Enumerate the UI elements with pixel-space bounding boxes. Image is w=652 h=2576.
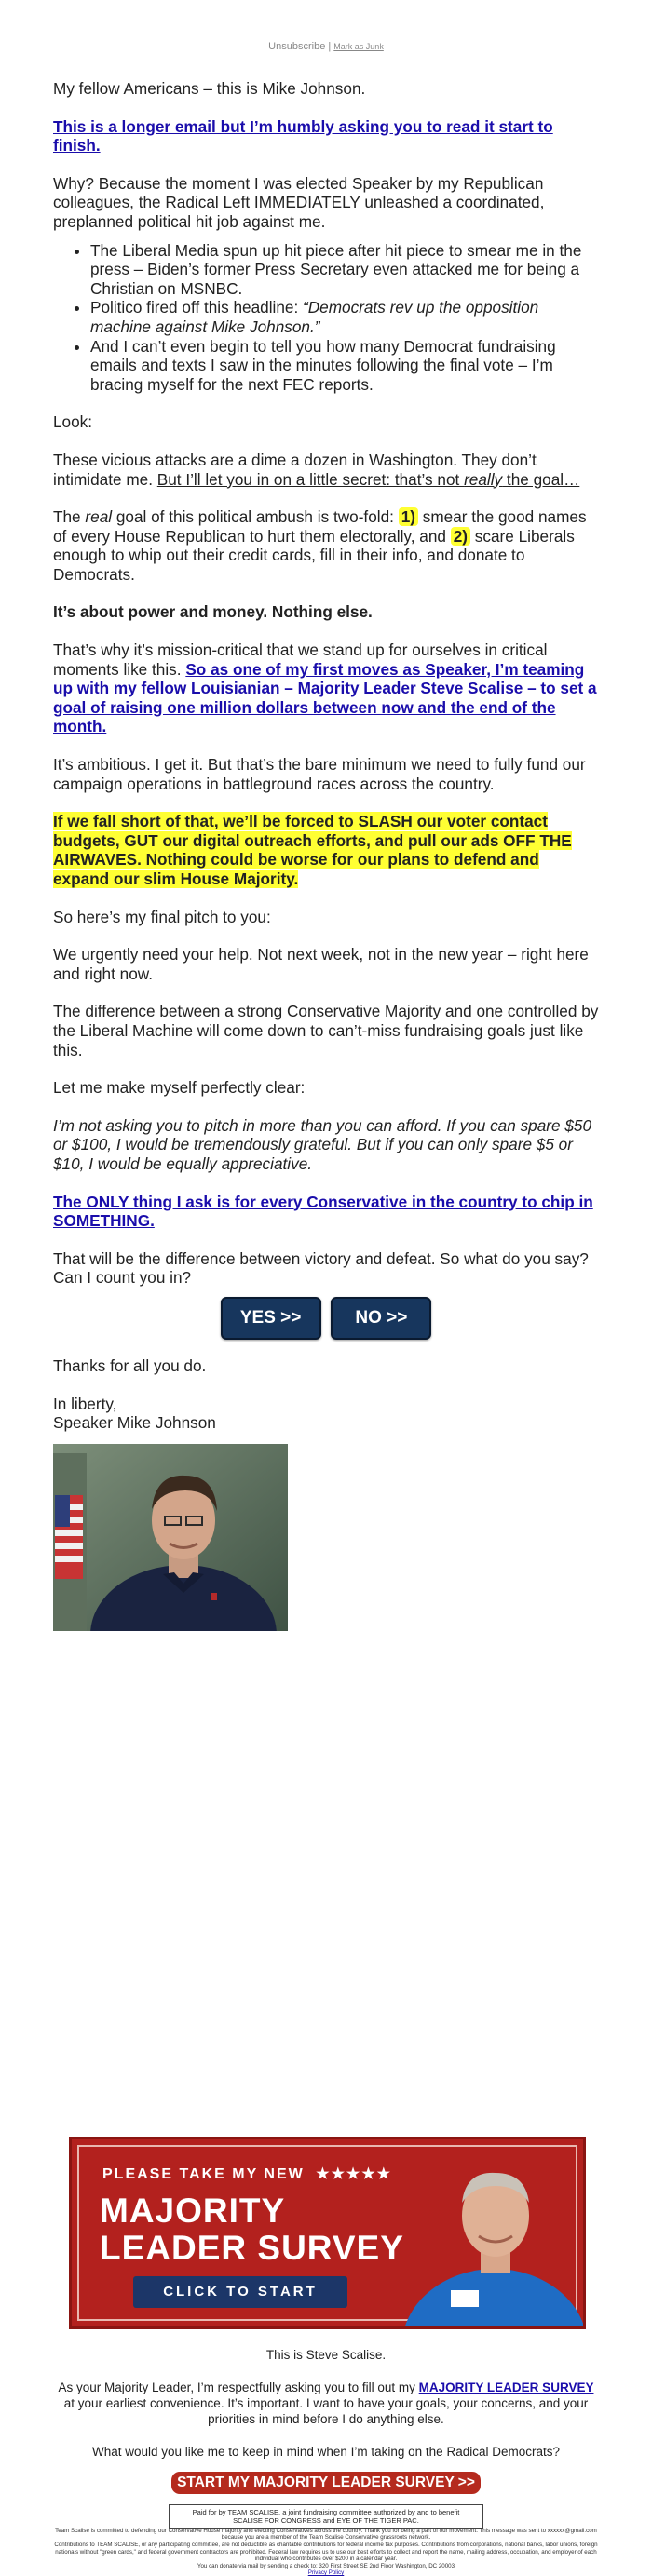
list-item-text: Politico fired off this headline:	[90, 298, 304, 317]
top-links	[0, 0, 652, 60]
address-line-2: 2nd Floor	[369, 2563, 394, 2570]
goal-number-2: 2)	[451, 527, 470, 546]
goal-number-1: 1)	[399, 507, 418, 526]
link-separator: |	[328, 41, 332, 52]
list-item: • And I can’t even begin to tell you how many Democrat fundraising emails and texts I saw in the minutes following the final vote – I’m bracing myself for the next FEC reports.	[90, 337, 599, 395]
goal-text-the: The	[53, 507, 86, 527]
address-line-1: 320 First Street SE	[319, 2563, 368, 2570]
scalise-photo-image	[397, 2137, 583, 2326]
list-item	[90, 298, 599, 336]
yes-button[interactable]: YES >>	[221, 1297, 321, 1340]
answer-buttons	[53, 1297, 599, 1340]
politico-headline: “Democrats rev up the opposition machine against Mike Johnson.”	[90, 298, 539, 336]
survey-ask-text-a: As your Majority Leader, I’m respectfully asking you to fill out my	[58, 2380, 419, 2394]
goal-text-b: smear the good names of every House Republican to hurt them electorally, and	[53, 507, 587, 546]
privacy-policy-link[interactable]: Privacy Policy	[307, 2569, 345, 2576]
fine-print	[0, 2528, 652, 2576]
banner-title-line2: LEADER SURVEY	[100, 2229, 404, 2267]
attacks-text: These vicious attacks are a dime a dozen in Washington. They don’t intimidate me.	[53, 450, 537, 489]
address-line-3: Washington, DC 20003	[395, 2563, 455, 2570]
survey-ask	[0, 2380, 652, 2427]
victory-paragraph: That will be the difference between victory and defeat. So what do you say? Can I count you in?	[53, 1248, 589, 1288]
survey-ask-text-b: at your earliest convenience. It’s important. I want to have your goals, your concerns, and your priorities in mind before I do anything else.	[63, 2396, 589, 2426]
attack-list	[53, 241, 599, 395]
ambitious-paragraph: It’s ambitious. I get it. But that’s the bare minimum we need to fully fund our campaign operations in battleground races across the country.	[53, 755, 586, 793]
banner-start-button[interactable]: CLICK TO START	[133, 2276, 347, 2308]
banner-line1: PLEASE TAKE MY NEW	[102, 2166, 305, 2182]
slash-warning: If we fall short of that, we’ll be forced to SLASH our voter contact budgets, GUT our digital outreach efforts, and pull our ads OFF THE AIRWAVES. Nothing could be worse for our plans to defend and expand our slim House Majority.	[53, 812, 572, 888]
power-money-line: It’s about power and money. Nothing else.	[53, 602, 373, 622]
mail-intro: You can donate via mail by sending a check to:	[197, 2563, 318, 2570]
urgent-paragraph: We urgently need your help. Not next week, not in the new year – right here and right now.	[53, 945, 589, 983]
speaker-portrait-image	[53, 1444, 288, 1631]
really-word: really	[464, 469, 503, 489]
mailing-address	[47, 2563, 605, 2569]
signoff-line: In liberty,	[53, 1394, 117, 1413]
letter-body	[0, 79, 652, 1631]
american-flag-icon	[55, 1495, 83, 1579]
speaker-photo	[53, 1444, 288, 1631]
real-word: real	[85, 507, 113, 527]
mission-text: That’s why it’s mission-critical that we stand up for ourselves in critical moments like this.	[53, 641, 548, 679]
banner-stars: ★★★★★	[316, 2166, 392, 2182]
final-pitch-line: So here’s my final pitch to you:	[53, 907, 271, 926]
scalise-intro: This is Steve Scalise.	[265, 2348, 387, 2362]
clear-line: Let me make myself perfectly clear:	[53, 1078, 306, 1098]
signoff-signature: Speaker Mike Johnson	[53, 1413, 216, 1433]
difference-paragraph: The difference between a strong Conservative Majority and one controlled by the Liberal Machine will come down to can’t-miss fundraising goals just like this.	[53, 1002, 599, 1059]
thanks-line: Thanks for all you do.	[53, 1355, 207, 1375]
contributions-text: Contributions to TEAM SCALISE, or any participating committee, are not deductible as charitable contributions for federal income tax purposes. Contributions from corporations, national banks, labor unions, foreign nationals without "green cards," and federal government contractors are prohibited. Federal law requires us to use our best efforts to collect and report the name, mailing address, occupation, and employer of each individual who contributes over $200 in a calendar year.	[54, 2542, 598, 2562]
chip-in-link[interactable]: The ONLY thing I ask is for every Conservative in the country to chip in SOMETHING.	[53, 1192, 593, 1231]
goal-paragraph	[53, 507, 599, 584]
goal-text-a: goal of this political ambush is two-fold:	[112, 507, 399, 527]
goal-text-c: scare Liberals enough to whip out their credit cards, fill in their info, and donate to Democrats.	[53, 526, 575, 584]
greeting: My fellow Americans – this is Mike Johnson.	[53, 79, 366, 98]
banner-title-line1: MAJORITY	[100, 2192, 286, 2230]
survey-banner[interactable]	[69, 2137, 586, 2329]
no-button[interactable]: NO >>	[331, 1297, 431, 1340]
afford-paragraph: I’m not asking you to pitch in more than you can afford. If you can spare $50 or $100, I would be tremendously grateful. But if you can only spare $5 or $10, I would be equally appreciative.	[53, 1115, 592, 1173]
unsubscribe-link[interactable]: Unsubscribe	[268, 41, 326, 52]
survey-button-row	[0, 2472, 652, 2494]
banner-intro	[102, 2165, 392, 2183]
list-item: • The Liberal Media spun up hit piece after hit piece to smear me in the press – Biden’s former Press Secretary even attacked me for being a Christian on MSNBC.	[90, 241, 599, 299]
why-paragraph: Why? Because the moment I was elected Speaker by my Republican colleagues, the Radical Left IMMEDIATELY unleashed a coordinated, preplanned political hit job against me.	[53, 173, 545, 231]
survey-link[interactable]: MAJORITY LEADER SURVEY	[418, 2380, 594, 2394]
read-start-to-finish-link[interactable]: This is a longer email but I’m humbly asking you to read it start to finish.	[53, 116, 553, 155]
secret-text	[157, 470, 580, 489]
banner-title	[100, 2192, 404, 2267]
look-line: Look:	[53, 412, 93, 432]
survey-question: What would you like me to keep in mind when I’m taking on the Radical Democrats?	[92, 2445, 560, 2459]
million-dollar-goal-link[interactable]: So as one of my first moves as Speaker, I’m teaming up with my fellow Louisianian – Majority Leader Steve Scalise – to set a goal of raising one million dollars between now and the end of the month.	[53, 659, 597, 736]
committed-text: Team Scalise is committed to defending our Conservative House majority and electing Conservatives across the country. Thank you for being a part of our movement. This message was sent to xxxxxx@gmail.com because you are a member of the Team Scalise Conservative grassroots network.	[55, 2528, 597, 2542]
secret-text-a: But I’ll let you in on a little secret: that’s not	[156, 469, 465, 489]
secret-text-b: the goal…	[502, 469, 580, 489]
mark-junk-link[interactable]: Mark as Junk	[333, 42, 384, 51]
mission-paragraph	[53, 641, 599, 736]
attacks-paragraph	[53, 451, 599, 489]
start-survey-button[interactable]: START MY MAJORITY LEADER SURVEY >>	[171, 2472, 481, 2494]
footer-intro	[0, 2348, 652, 2362]
paid-for-wrap	[0, 2504, 652, 2529]
paid-for-box: Paid for by TEAM SCALISE, a joint fundraising committee authorized by and to benefit SCALISE FOR CONGRESS and EYE OF THE TIGER PAC.	[169, 2504, 483, 2529]
